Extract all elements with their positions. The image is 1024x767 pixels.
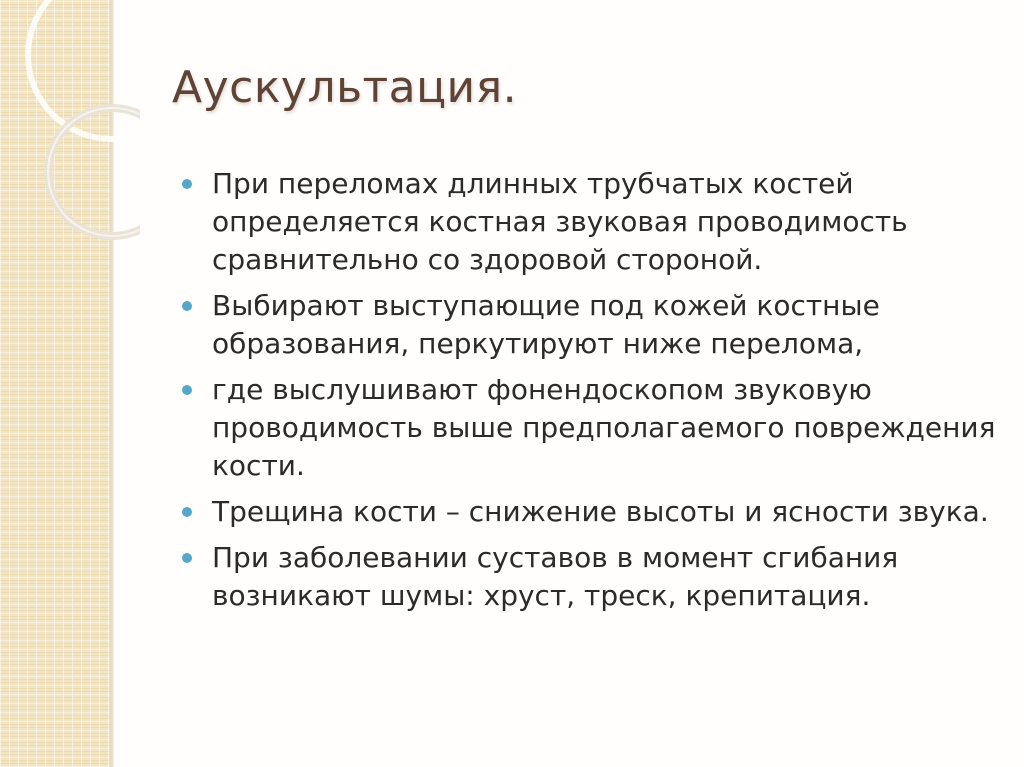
bullet-dot-icon — [182, 179, 192, 189]
bullet-text: где выслушивают фонендоскопом звуковую проводимость выше предполагаемого повреждения кости. — [212, 373, 996, 482]
bullet-item — [180, 539, 1000, 615]
bullet-dot-icon — [182, 301, 192, 311]
bullet-text: Трещина кости – снижение высоты и ясности звука. — [212, 495, 989, 528]
bullet-dot-icon — [182, 507, 192, 517]
ring-bottom — [48, 108, 140, 236]
bullet-item — [180, 371, 1000, 485]
bullet-item — [180, 287, 1000, 363]
bullet-text: При переломах длинных трубчатых костей определяется костная звуковая проводимость сравнительно со здоровой стороной. — [212, 167, 908, 276]
bullet-dot-icon — [182, 553, 192, 563]
slide-title: Аускультация. — [172, 62, 518, 113]
bullet-item — [180, 165, 1000, 279]
bullet-text: Выбирают выступающие под кожей костные образования, перкутируют ниже перелома, — [212, 289, 880, 360]
bullet-dot-icon — [182, 385, 192, 395]
bullet-text: При заболевании суставов в момент сгибания возникают шумы: хруст, треск, крепитация. — [212, 541, 899, 612]
decorative-rings — [0, 0, 140, 260]
bullet-item — [180, 493, 1000, 531]
bullet-list — [180, 165, 1000, 623]
